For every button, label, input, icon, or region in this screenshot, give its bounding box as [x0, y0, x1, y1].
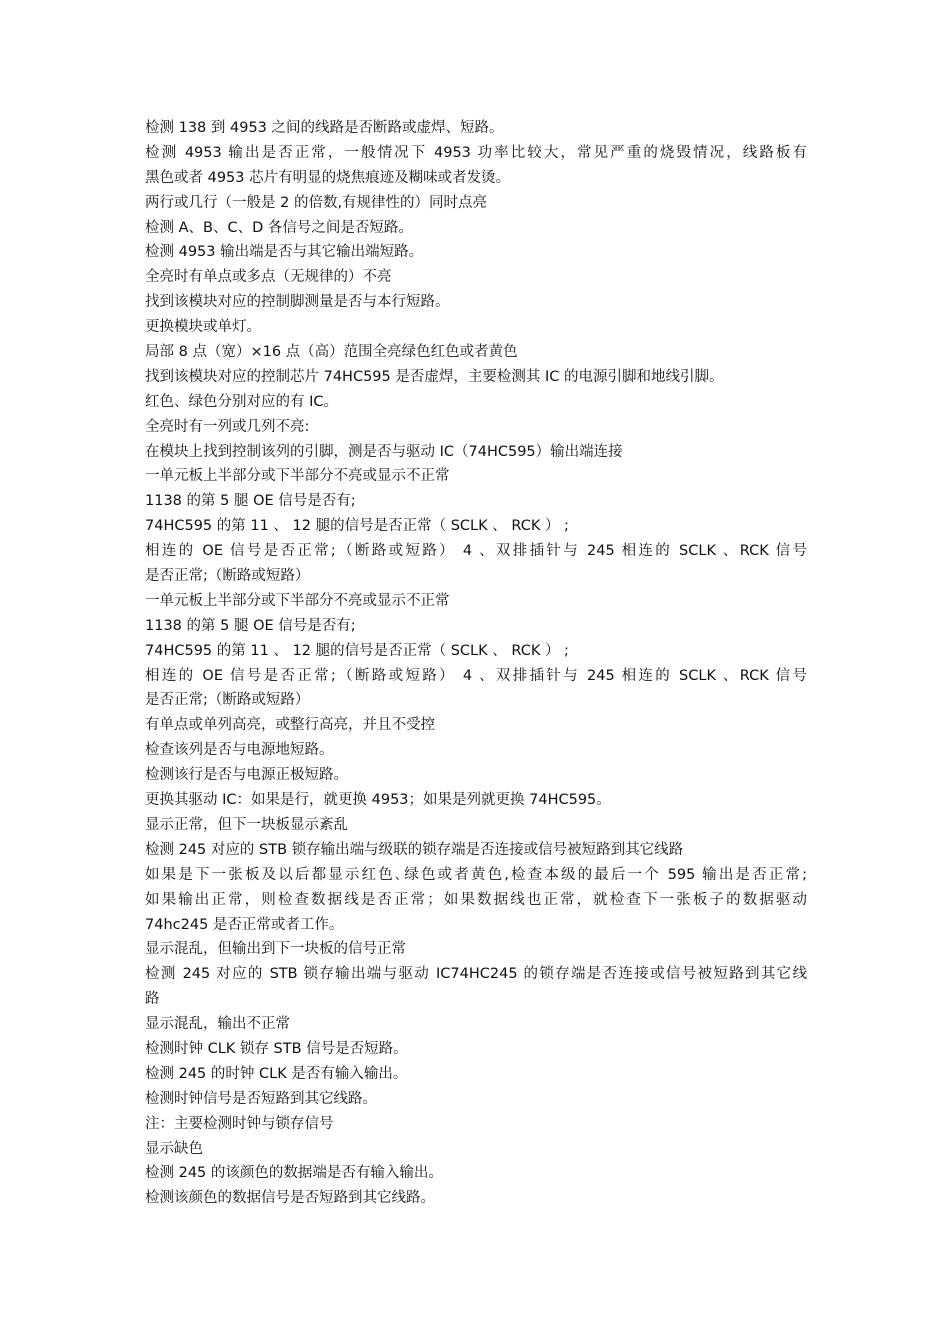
text-line: 74HC595 的第 11 、 12 腿的信号是否正常（ SCLK 、 RCK ） ;: [145, 642, 569, 659]
text-line: 更换模块或单灯。: [145, 319, 261, 336]
text-line: 74hc245 是否正常或者工作。: [145, 916, 344, 933]
text-line: 检查该列是否与电源地短路。: [145, 742, 334, 759]
text-line: 红色、绿色分别对应的有 IC。: [145, 393, 339, 410]
text-line: 显示混乱，输出不正常: [145, 1016, 290, 1033]
text-line: 检测 245 对应的 STB 锁存输出端与级联的锁存端是否连接或信号被短路到其它线路: [145, 841, 684, 858]
text-line: 检测 A、B、C、D 各信号之间是否短路。: [145, 219, 413, 236]
text-line: 一单元板上半部分或下半部分不亮或显示不正常: [145, 592, 450, 609]
text-line: 全亮时有一列或几列不亮:: [145, 418, 310, 435]
document-body: [145, 116, 807, 1211]
text-line: 相连的 OE 信号是否正常;（断路或短路） 4 、双排插针与 245 相连的 SCLK 、RCK 信号: [145, 543, 807, 560]
text-line: 1138 的第 5 腿 OE 信号是否有;: [145, 617, 356, 634]
text-line: 显示混乱，但输出到下一块板的信号正常: [145, 941, 406, 958]
text-line: 找到该模块对应的控制芯片 74HC595 是否虚焊，主要检测其 IC 的电源引脚和地线引脚。: [145, 368, 724, 385]
text-line: 找到该模块对应的控制脚测量是否与本行短路。: [145, 294, 450, 311]
text-line: 如果输出正常，则检查数据线是否正常；如果数据线也正常，就检查下一张板子的数据驱动: [145, 891, 807, 908]
text-line: 1138 的第 5 腿 OE 信号是否有;: [145, 493, 356, 510]
text-line: 两行或几行（一般是 2 的倍数,有规律性的）同时点亮: [145, 194, 488, 211]
text-line: 检测 4953 输出是否正常，一般情况下 4953 功率比较大，常见严重的烧毁情况，线路板有: [145, 144, 807, 161]
text-line: 局部 8 点（宽）×16 点（高）范围全亮绿色红色或者黄色: [145, 344, 518, 361]
text-line: 相连的 OE 信号是否正常;（断路或短路） 4 、双排插针与 245 相连的 SCLK 、RCK 信号: [145, 667, 807, 684]
text-line: 显示正常，但下一块板显示紊乱: [145, 816, 348, 833]
text-line: 注：主要检测时钟与锁存信号: [145, 1115, 334, 1132]
text-line: 检测 245 对应的 STB 锁存输出端与驱动 IC74HC245 的锁存端是否连接或信号被短路到其它线: [145, 966, 807, 983]
text-line: 一单元板上半部分或下半部分不亮或显示不正常: [145, 468, 450, 485]
text-line: 是否正常;（断路或短路）: [145, 692, 310, 709]
text-line: 检测 138 到 4953 之间的线路是否断路或虚焊、短路。: [145, 120, 504, 136]
text-line: 检测时钟信号是否短路到其它线路。: [145, 1090, 377, 1107]
text-line: 检测时钟 CLK 锁存 STB 信号是否短路。: [145, 1040, 408, 1057]
text-line: 全亮时有单点或多点（无规律的）不亮: [145, 269, 392, 286]
text-line: 显示缺色: [145, 1140, 203, 1157]
text-line: 黑色或者 4953 芯片有明显的烧焦痕迹及糊味或者发烫。: [145, 169, 511, 186]
text-line: 在模块上找到控制该列的引脚，测是否与驱动 IC（74HC595）输出端连接: [145, 443, 623, 460]
text-line: 是否正常;（断路或短路）: [145, 568, 310, 585]
text-line: 检测 4953 输出端是否与其它输出端短路。: [145, 244, 424, 261]
text-line: 如果是下一张板及以后都显示红色､绿色或者黄色,检查本级的最后一个 595 输出是否正常;: [145, 866, 807, 883]
text-line: 路: [145, 991, 160, 1008]
text-line: 更换其驱动 IC：如果是行，就更换 4953；如果是列就更换 74HC595。: [145, 792, 611, 809]
text-line: 有单点或单列高亮，或整行高亮，并且不受控: [145, 717, 435, 734]
text-line: 检测该颜色的数据信号是否短路到其它线路。: [145, 1190, 435, 1207]
text-line: 检测该行是否与电源正极短路。: [145, 767, 348, 784]
text-line: 检测 245 的时钟 CLK 是否有输入输出。: [145, 1065, 408, 1082]
text-line: 74HC595 的第 11 、 12 腿的信号是否正常（ SCLK 、 RCK ） ;: [145, 518, 569, 535]
text-line: 检测 245 的该颜色的数据端是否有输入输出。: [145, 1165, 443, 1182]
